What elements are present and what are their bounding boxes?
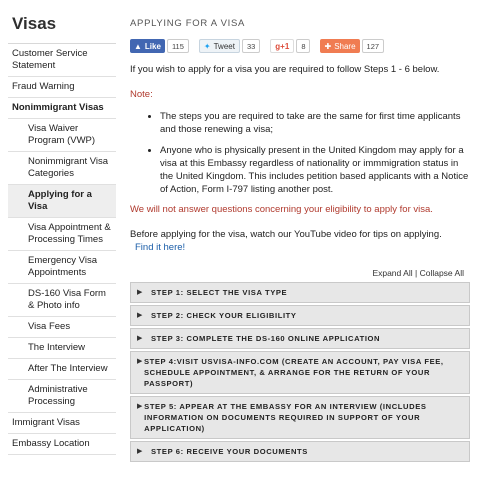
tweet-label: Tweet [213, 41, 235, 51]
tweet-button[interactable] [199, 39, 240, 53]
sidebar-item-nonimmigrant-categories[interactable]: Nonimmigrant Visa Categories [8, 152, 116, 185]
share-label: Share [334, 41, 356, 51]
intro-text: If you wish to apply for a visa you are required to follow Steps 1 - 6 below. [130, 64, 440, 75]
tweet-count: 33 [242, 39, 260, 53]
note-item: • Anyone who is physically present in the United Kingdom may apply for a visa at this Embassy regardless of nationality or immmigration status in the United Kingdom. This includes petition based applicants with a Notice of Action, Form I-797 listing another post. [160, 144, 470, 196]
sidebar-item-administrative-processing[interactable]: Administrative Processing [8, 380, 116, 413]
step-label: STEP 5: APPEAR AT THE EMBASSY FOR AN INTERVIEW (INCLUDES INFORMATION ON DOCUMENTS REQUIRED IN SUPPORT OF YOUR APPLICATION) [144, 402, 427, 433]
sidebar-item-immigrant-visas[interactable]: Immigrant Visas [8, 413, 116, 434]
triangle-right-icon: ▶ [137, 312, 143, 319]
page-title: APPLYING FOR A VISA [130, 18, 246, 29]
share-icon: ✚ [324, 41, 332, 51]
step-6-header[interactable] [130, 441, 470, 462]
sidebar-item-visa-fees[interactable]: Visa Fees [8, 317, 116, 338]
notes-list [130, 110, 470, 196]
sidebar-item-applying-for-visa[interactable]: Applying for a Visa [8, 185, 116, 218]
step-label: STEP 3: COMPLETE THE DS-160 ONLINE APPLICATION [151, 334, 381, 343]
google-plus-button[interactable]: g+1 [270, 39, 294, 53]
main-content [130, 8, 470, 464]
twitter-bird-icon: ✦ [203, 41, 211, 51]
sidebar-item-nonimmigrant-visas[interactable]: Nonimmigrant Visas [8, 98, 116, 119]
sidebar-item-customer-service[interactable]: Customer Service Statement [8, 44, 116, 77]
step-1-header[interactable] [130, 282, 470, 303]
sidebar [8, 8, 116, 455]
separator: | [414, 268, 418, 278]
sidebar-item-interview[interactable]: The Interview [8, 338, 116, 359]
triangle-right-icon: ▶ [137, 448, 143, 455]
steps-accordion [130, 282, 470, 462]
video-tip [130, 228, 470, 254]
eligibility-warning: We will not answer questions concerning your eligibility to apply for visa. [130, 204, 433, 215]
thumbs-up-icon: ▲ [134, 41, 142, 51]
expand-collapse-controls [130, 268, 470, 278]
note-item: • The steps you are required to take are the same for first time applicants and those renewing a visa; [160, 110, 470, 136]
video-tip-text: Before applying for the visa, watch our YouTube video for tips on applying. [130, 229, 442, 240]
step-label: STEP 2: CHECK YOUR ELIGIBILITY [151, 311, 297, 320]
sidebar-item-appointment-times[interactable]: Visa Appointment & Processing Times [8, 218, 116, 251]
expand-all-link[interactable]: Expand All [372, 268, 413, 278]
share-count: 127 [362, 39, 385, 53]
note-label: Note: [130, 89, 153, 100]
sidebar-item-fraud-warning[interactable]: Fraud Warning [8, 77, 116, 98]
step-5-header[interactable] [130, 396, 470, 439]
sidebar-item-ds160-form[interactable]: DS-160 Visa Form & Photo info [8, 284, 116, 317]
collapse-all-link[interactable]: Collapse All [419, 268, 464, 278]
like-label: Like [144, 41, 161, 51]
triangle-right-icon: ▶ [137, 335, 143, 342]
triangle-right-icon: ▶ [137, 358, 143, 365]
sidebar-title: Visas [8, 8, 116, 44]
step-2-header[interactable] [130, 305, 470, 326]
sidebar-item-visa-waiver[interactable]: Visa Waiver Program (VWP) [8, 119, 116, 152]
step-4-header[interactable] [130, 351, 470, 394]
step-label: STEP 6: RECEIVE YOUR DOCUMENTS [151, 447, 308, 456]
share-button[interactable] [320, 39, 359, 53]
step-label: STEP 1: SELECT THE VISA TYPE [151, 288, 288, 297]
facebook-like-button[interactable] [130, 39, 165, 53]
find-it-here-link[interactable]: Find it here! [135, 242, 186, 253]
gplus-count: 8 [296, 39, 310, 53]
sidebar-item-after-interview[interactable]: After The Interview [8, 359, 116, 380]
triangle-right-icon: ▶ [137, 289, 143, 296]
sidebar-item-embassy-location[interactable]: Embassy Location [8, 434, 116, 455]
sidebar-item-emergency-appointments[interactable]: Emergency Visa Appointments [8, 251, 116, 284]
step-label: STEP 4:VISIT USVISA-INFO.COM (CREATE AN ACCOUNT, PAY VISA FEE, SCHEDULE APPOINTMENT, & ARRANGE FOR THE RETURN OF YOUR PASSPORT) [143, 357, 444, 388]
social-share-bar [130, 38, 470, 54]
like-count: 115 [167, 39, 189, 53]
step-3-header[interactable] [130, 328, 470, 349]
triangle-right-icon: ▶ [137, 403, 143, 410]
